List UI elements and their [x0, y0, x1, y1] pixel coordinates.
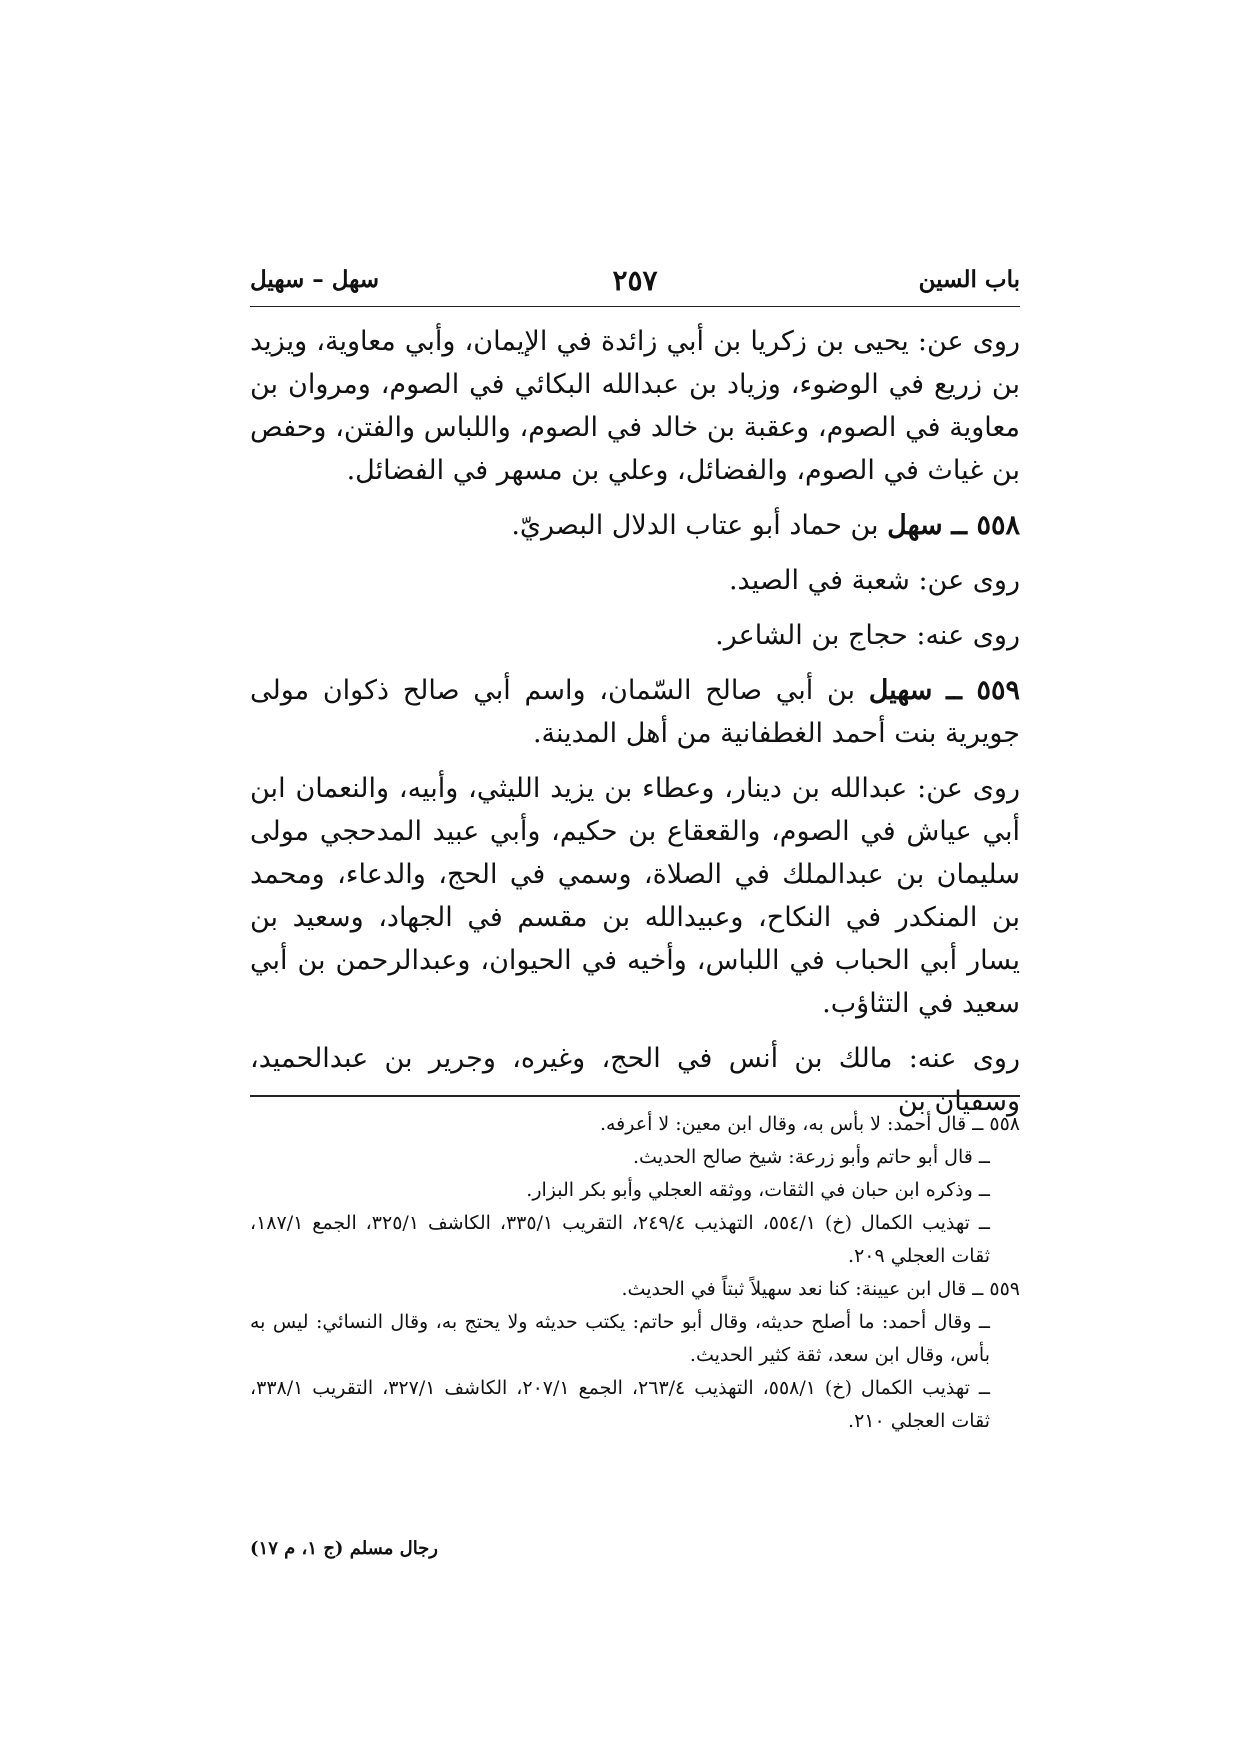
footnote-divider [250, 1095, 1020, 1097]
entry-number: ٥٥٨ ــ [951, 510, 1020, 541]
footnote-559-1: ٥٥٩ ــ قال ابن عيينة: كنا نعد سهيلاً ثبتاً في الحديث. [621, 1278, 1020, 1300]
footnote-558-4: ــ تهذيب الكمال (خ) ٥٥٤/١، التهذيب ٢٤٩/٤، التقريب ٣٣٥/١، الكاشف ٣٢٥/١، الجمع ١٨٧/١، ثقات العجلي ٢٠٩. [250, 1212, 990, 1267]
entry-559-narrated-by: روى عنه: مالك بن أنس في الحج، وغيره، وجرير بن عبدالحميد، وسفيان بن [250, 1043, 1020, 1117]
entry-558-narrated-by: روى عنه: حجاج بن الشاعر. [715, 620, 1020, 651]
main-text [250, 320, 1020, 1135]
footnote-559-3: ــ تهذيب الكمال (خ) ٥٥٨/١، التهذيب ٢٦٣/٤، الجمع ٢٠٧/١، الكاشف ٣٢٧/١، التقريب ٣٣٨/١، ثقات العجلي ٢١٠. [250, 1377, 990, 1432]
chapter-title: باب السين [918, 266, 1020, 293]
page-header [250, 262, 1020, 307]
entry-558-heading [250, 504, 1020, 547]
document-page [250, 0, 1020, 1754]
entry-description: بن حماد أبو عتاب الدلال البصريّ. [511, 510, 888, 541]
footnotes [250, 1108, 1020, 1438]
entry-number: ٥٥٩ ــ [946, 675, 1020, 706]
page-number: ٢٥٧ [612, 264, 658, 297]
entry-name: سهيل [868, 675, 933, 706]
footnote-558-3: ــ وذكره ابن حبان في الثقات، ووثقه العجلي وأبو بكر البزار. [526, 1179, 990, 1201]
footnote-558-2: ــ قال أبو حاتم وأبو زرعة: شيخ صالح الحديث. [633, 1146, 990, 1168]
paragraph-narrated-from: روى عن: يحيى بن زكريا بن أبي زائدة في الإيمان، وأبي معاوية، ويزيد بن زريع في الوضوء، وزياد بن عبدالله البكائي في الصوم، ومروان بن معاوية في الصوم، وعقبة بن خالد في الصوم، واللباس والفتن، وحفص بن غياث في الصوم، والفضائل، وعلي بن مسهر في الفضائل. [250, 326, 1020, 486]
signature-mark: رجال مسلم (ج ١، م ١٧) [250, 1538, 439, 1559]
entry-559-narrated-from: روى عن: عبدالله بن دينار، وعطاء بن يزيد الليثي، وأبيه، والنعمان ابن أبي عياش في الصوم، والقعقاع بن حكيم، وأبي عبيد المدحجي مولى سليمان بن عبدالملك في الصلاة، وسمي في الحج، والدعاء، ومحمد بن المنكدر في النكاح، وعبيدالله بن مقسم في الجهاد، وسعيد بن يسار أبي الحباب في اللباس، وأخيه في الحيوان، وعبدالرحمن بن أبي سعيد في التثاؤب. [250, 773, 1020, 1019]
entry-range: سهل – سهيل [250, 266, 380, 293]
entry-description: بن أبي صالح السّمان، واسم أبي صالح ذكوان مولى جويرية بنت أحمد الغطفانية من أهل المدينة. [250, 675, 1020, 749]
entry-559-heading [250, 669, 1020, 755]
footnote-559-2: ــ وقال أحمد: ما أصلح حديثه، وقال أبو حاتم: يكتب حديثه ولا يحتج به، وقال النسائي: ليس به بأس، وقال ابن سعد، ثقة كثير الحديث. [250, 1311, 990, 1366]
footnote-558-1: ٥٥٨ ــ قال أحمد: لا بأس به، وقال ابن معين: لا أعرفه. [599, 1113, 1020, 1135]
entry-558-narrated-from: روى عن: شعبة في الصيد. [728, 565, 1020, 596]
entry-name: سهل [887, 510, 943, 541]
